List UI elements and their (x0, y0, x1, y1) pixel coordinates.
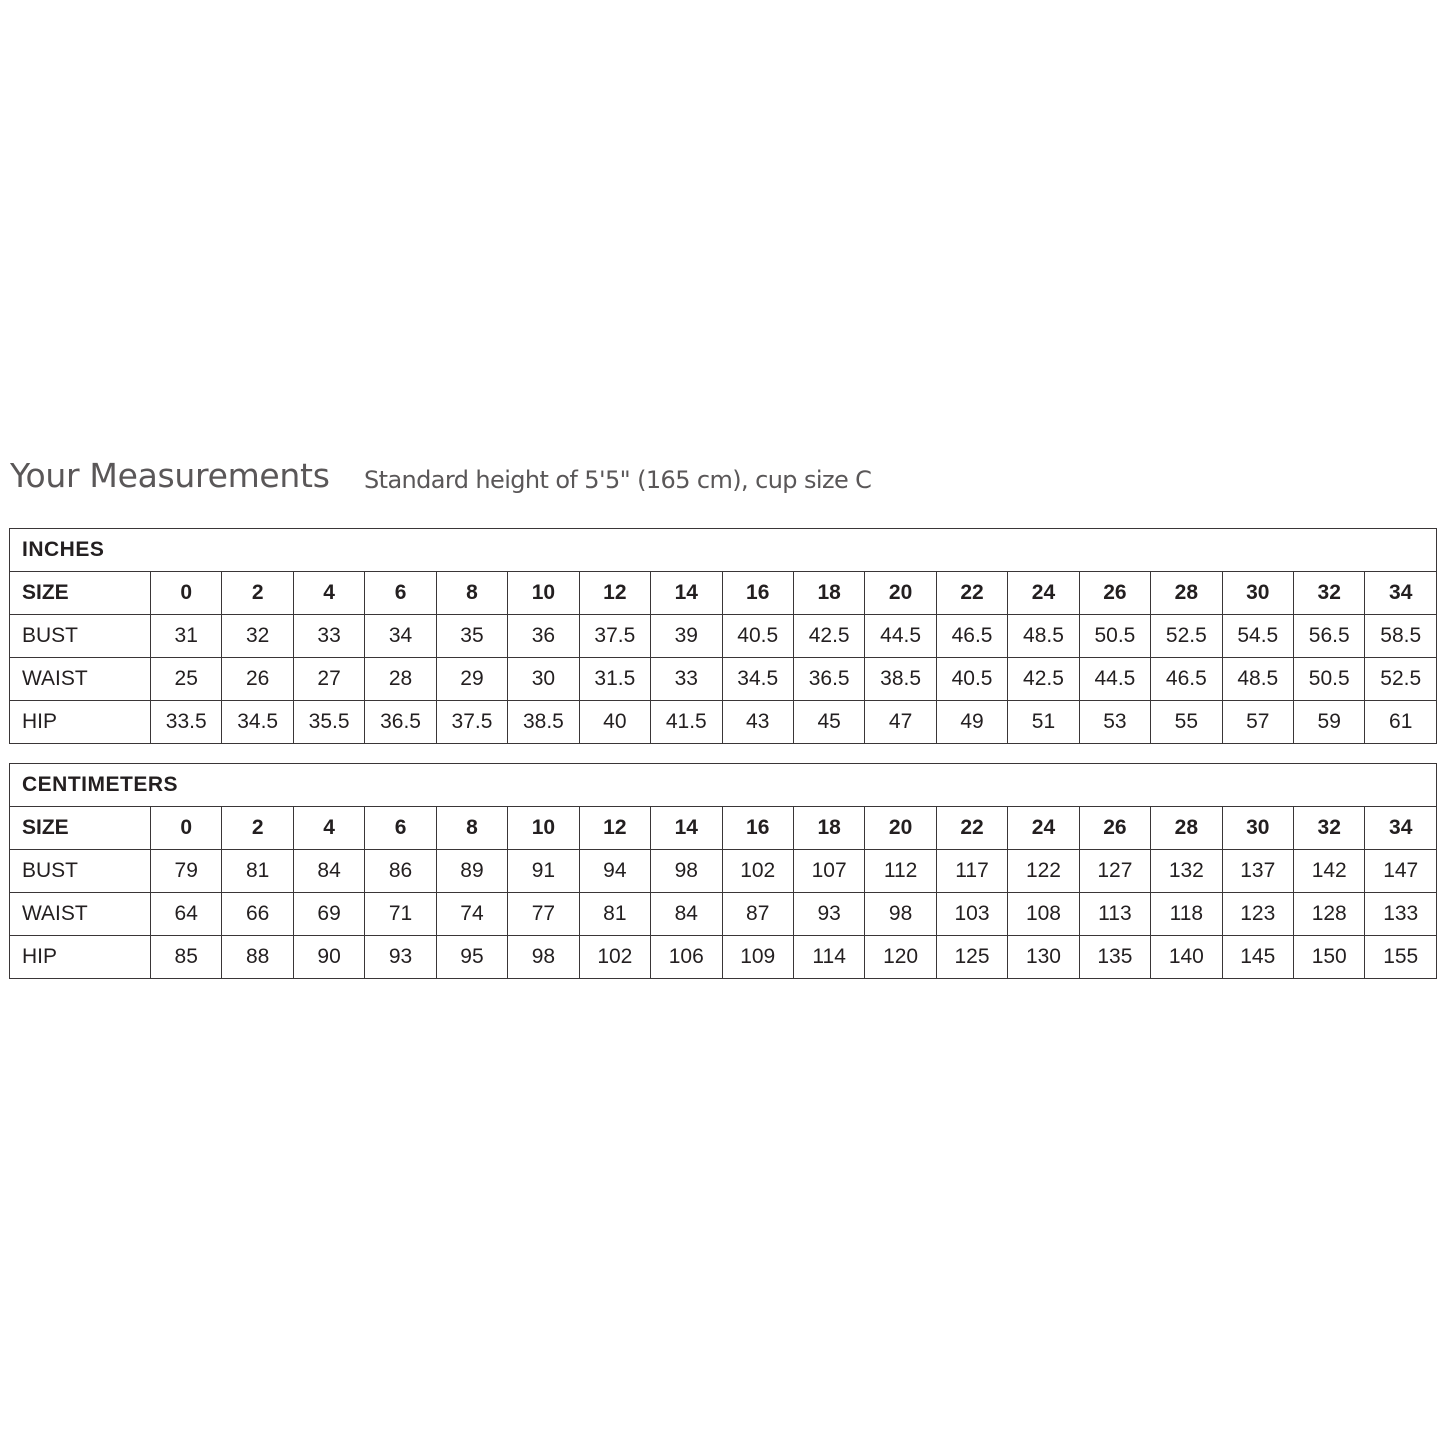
measurement-value-cell: 102 (722, 850, 793, 893)
size-header-cell: 20 (865, 807, 936, 850)
measurement-value-cell: 102 (579, 936, 650, 979)
measurement-value-cell: 33 (651, 658, 722, 701)
measurement-value-cell: 108 (1008, 893, 1079, 936)
size-row-label: SIZE (10, 572, 151, 615)
measurement-value-cell: 35 (436, 615, 507, 658)
measurement-value-cell: 89 (436, 850, 507, 893)
size-header-cell: 30 (1222, 807, 1293, 850)
size-header-cell: 28 (1151, 572, 1222, 615)
measurement-value-cell: 59 (1294, 701, 1365, 744)
size-header-cell: 8 (436, 807, 507, 850)
measurement-value-cell: 79 (151, 850, 222, 893)
measurement-value-cell: 91 (508, 850, 579, 893)
measurement-value-cell: 29 (436, 658, 507, 701)
measurement-value-cell: 117 (936, 850, 1007, 893)
measurement-row (10, 701, 1437, 744)
measurement-value-cell: 53 (1079, 701, 1150, 744)
measurement-value-cell: 93 (793, 893, 864, 936)
measurement-value-cell: 50.5 (1079, 615, 1150, 658)
measurement-value-cell: 114 (793, 936, 864, 979)
size-header-cell: 16 (722, 572, 793, 615)
measurement-value-cell: 35.5 (293, 701, 364, 744)
measurement-value-cell: 98 (508, 936, 579, 979)
measurement-value-cell: 120 (865, 936, 936, 979)
measurement-value-cell: 85 (151, 936, 222, 979)
measurement-value-cell: 113 (1079, 893, 1150, 936)
measurement-value-cell: 37.5 (436, 701, 507, 744)
size-header-cell: 32 (1294, 572, 1365, 615)
measurement-value-cell: 51 (1008, 701, 1079, 744)
measurement-value-cell: 27 (293, 658, 364, 701)
measurement-value-cell: 54.5 (1222, 615, 1293, 658)
inches-size-table (9, 528, 1437, 744)
size-header-cell: 22 (936, 572, 1007, 615)
measurement-value-cell: 41.5 (651, 701, 722, 744)
measurement-value-cell: 122 (1008, 850, 1079, 893)
measurement-value-cell: 106 (651, 936, 722, 979)
measurement-value-cell: 42.5 (1008, 658, 1079, 701)
measurement-value-cell: 47 (865, 701, 936, 744)
size-header-cell: 14 (651, 807, 722, 850)
measurement-value-cell: 36.5 (793, 658, 864, 701)
measurement-value-cell: 46.5 (1151, 658, 1222, 701)
size-header-cell: 0 (151, 572, 222, 615)
measurement-value-cell: 84 (293, 850, 364, 893)
size-header-cell: 6 (365, 572, 436, 615)
measurement-value-cell: 142 (1294, 850, 1365, 893)
page-subtitle: Standard height of 5'5" (165 cm), cup size C (364, 466, 872, 494)
measurement-label: BUST (10, 850, 151, 893)
size-header-cell: 30 (1222, 572, 1293, 615)
measurement-value-cell: 42.5 (793, 615, 864, 658)
measurement-row (10, 936, 1437, 979)
measurement-value-cell: 145 (1222, 936, 1293, 979)
measurement-value-cell: 155 (1365, 936, 1437, 979)
measurement-value-cell: 127 (1079, 850, 1150, 893)
size-header-cell: 16 (722, 807, 793, 850)
measurement-value-cell: 52.5 (1151, 615, 1222, 658)
measurement-value-cell: 34.5 (222, 701, 293, 744)
measurement-value-cell: 48.5 (1222, 658, 1293, 701)
centimeters-size-table (9, 763, 1437, 979)
measurement-value-cell: 28 (365, 658, 436, 701)
measurement-value-cell: 130 (1008, 936, 1079, 979)
measurement-value-cell: 30 (508, 658, 579, 701)
size-header-cell: 32 (1294, 807, 1365, 850)
measurement-value-cell: 135 (1079, 936, 1150, 979)
measurement-value-cell: 66 (222, 893, 293, 936)
measurement-label: BUST (10, 615, 151, 658)
measurement-value-cell: 81 (222, 850, 293, 893)
measurement-value-cell: 40.5 (722, 615, 793, 658)
measurement-value-cell: 125 (936, 936, 1007, 979)
measurement-value-cell: 58.5 (1365, 615, 1437, 658)
measurement-value-cell: 133 (1365, 893, 1437, 936)
measurement-value-cell: 44.5 (865, 615, 936, 658)
measurement-value-cell: 34 (365, 615, 436, 658)
measurement-value-cell: 49 (936, 701, 1007, 744)
size-row (10, 807, 1437, 850)
size-header-cell: 28 (1151, 807, 1222, 850)
size-header-cell: 26 (1079, 807, 1150, 850)
measurement-value-cell: 112 (865, 850, 936, 893)
size-header-cell: 4 (293, 807, 364, 850)
measurement-value-cell: 57 (1222, 701, 1293, 744)
measurement-value-cell: 37.5 (579, 615, 650, 658)
measurement-value-cell: 48.5 (1008, 615, 1079, 658)
measurement-value-cell: 98 (651, 850, 722, 893)
size-header-cell: 34 (1365, 807, 1437, 850)
measurement-value-cell: 77 (508, 893, 579, 936)
measurement-value-cell: 31 (151, 615, 222, 658)
size-header-cell: 18 (793, 807, 864, 850)
size-header-cell: 6 (365, 807, 436, 850)
page-header (10, 452, 1430, 508)
measurement-value-cell: 39 (651, 615, 722, 658)
measurement-value-cell: 74 (436, 893, 507, 936)
measurement-value-cell: 81 (579, 893, 650, 936)
measurement-value-cell: 103 (936, 893, 1007, 936)
page-title: Your Measurements (10, 456, 330, 495)
size-header-cell: 24 (1008, 807, 1079, 850)
size-header-cell: 24 (1008, 572, 1079, 615)
measurement-value-cell: 132 (1151, 850, 1222, 893)
measurement-value-cell: 109 (722, 936, 793, 979)
size-header-cell: 34 (1365, 572, 1437, 615)
measurement-value-cell: 64 (151, 893, 222, 936)
measurement-value-cell: 123 (1222, 893, 1293, 936)
measurement-value-cell: 26 (222, 658, 293, 701)
measurement-value-cell: 43 (722, 701, 793, 744)
measurement-value-cell: 36 (508, 615, 579, 658)
measurement-value-cell: 88 (222, 936, 293, 979)
size-header-cell: 0 (151, 807, 222, 850)
measurement-value-cell: 71 (365, 893, 436, 936)
measurement-label: HIP (10, 936, 151, 979)
measurement-value-cell: 98 (865, 893, 936, 936)
measurement-value-cell: 69 (293, 893, 364, 936)
measurement-row (10, 850, 1437, 893)
measurement-value-cell: 50.5 (1294, 658, 1365, 701)
measurement-value-cell: 40 (579, 701, 650, 744)
unit-header-row (10, 764, 1437, 807)
measurement-value-cell: 44.5 (1079, 658, 1150, 701)
size-row-label: SIZE (10, 807, 151, 850)
measurement-label: HIP (10, 701, 151, 744)
measurement-value-cell: 87 (722, 893, 793, 936)
measurement-label: WAIST (10, 893, 151, 936)
measurement-value-cell: 94 (579, 850, 650, 893)
measurement-value-cell: 90 (293, 936, 364, 979)
measurement-value-cell: 107 (793, 850, 864, 893)
size-header-cell: 10 (508, 807, 579, 850)
measurement-value-cell: 95 (436, 936, 507, 979)
measurement-value-cell: 45 (793, 701, 864, 744)
measurement-value-cell: 93 (365, 936, 436, 979)
measurement-value-cell: 140 (1151, 936, 1222, 979)
measurement-value-cell: 52.5 (1365, 658, 1437, 701)
size-header-cell: 2 (222, 807, 293, 850)
size-row (10, 572, 1437, 615)
size-header-cell: 10 (508, 572, 579, 615)
measurement-value-cell: 55 (1151, 701, 1222, 744)
measurement-value-cell: 31.5 (579, 658, 650, 701)
measurement-value-cell: 61 (1365, 701, 1437, 744)
measurement-row (10, 658, 1437, 701)
measurement-value-cell: 38.5 (865, 658, 936, 701)
size-header-cell: 2 (222, 572, 293, 615)
size-header-cell: 26 (1079, 572, 1150, 615)
measurement-value-cell: 128 (1294, 893, 1365, 936)
measurement-value-cell: 33 (293, 615, 364, 658)
size-header-cell: 12 (579, 572, 650, 615)
measurement-value-cell: 46.5 (936, 615, 1007, 658)
measurement-value-cell: 25 (151, 658, 222, 701)
measurement-value-cell: 84 (651, 893, 722, 936)
unit-header-row (10, 529, 1437, 572)
size-header-cell: 22 (936, 807, 1007, 850)
measurement-value-cell: 34.5 (722, 658, 793, 701)
size-header-cell: 12 (579, 807, 650, 850)
size-header-cell: 18 (793, 572, 864, 615)
measurement-value-cell: 147 (1365, 850, 1437, 893)
size-header-cell: 14 (651, 572, 722, 615)
measurement-value-cell: 56.5 (1294, 615, 1365, 658)
measurement-value-cell: 137 (1222, 850, 1293, 893)
measurement-row (10, 615, 1437, 658)
measurement-value-cell: 40.5 (936, 658, 1007, 701)
measurement-row (10, 893, 1437, 936)
size-header-cell: 20 (865, 572, 936, 615)
size-header-cell: 4 (293, 572, 364, 615)
size-header-cell: 8 (436, 572, 507, 615)
measurement-label: WAIST (10, 658, 151, 701)
measurement-value-cell: 32 (222, 615, 293, 658)
measurement-value-cell: 36.5 (365, 701, 436, 744)
measurement-value-cell: 150 (1294, 936, 1365, 979)
unit-heading: INCHES (10, 529, 1437, 572)
measurement-value-cell: 86 (365, 850, 436, 893)
measurement-value-cell: 38.5 (508, 701, 579, 744)
measurement-value-cell: 33.5 (151, 701, 222, 744)
measurement-value-cell: 118 (1151, 893, 1222, 936)
unit-heading: CENTIMETERS (10, 764, 1437, 807)
